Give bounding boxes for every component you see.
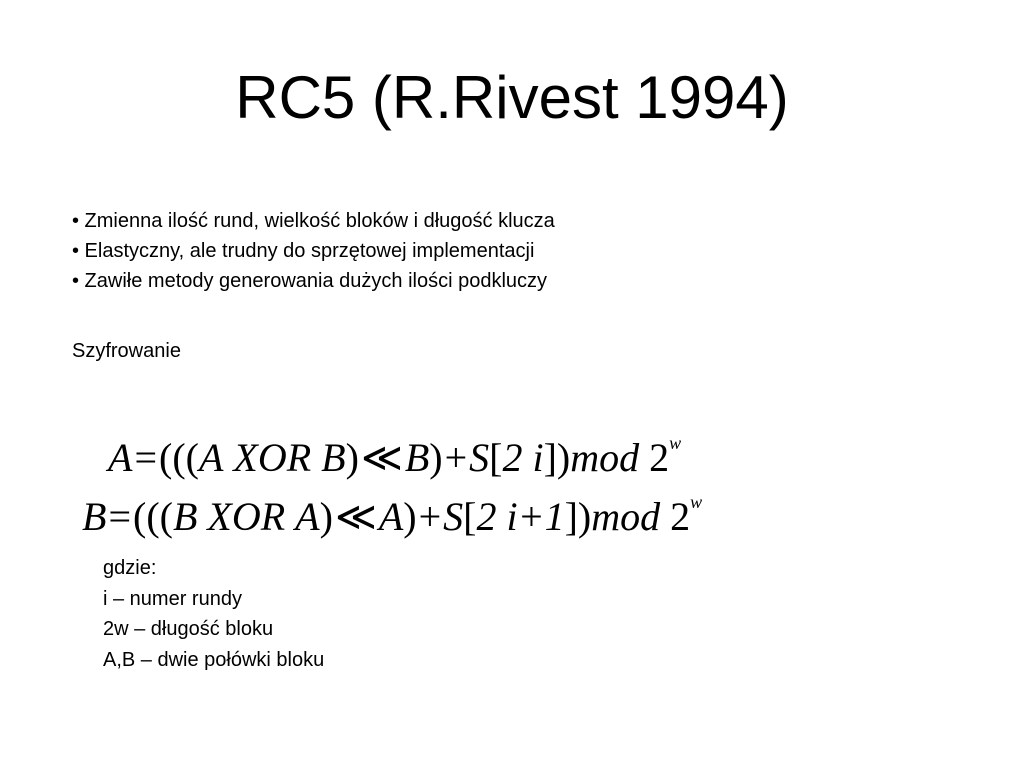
formula-right-bracket: ] <box>564 494 578 539</box>
legend <box>103 553 324 675</box>
formula-exponent: w <box>669 433 682 453</box>
legend-item: A,B – dwie połówki bloku <box>103 648 325 671</box>
slide-title: RC5 (R.Rivest 1994) <box>235 64 789 131</box>
formula-close-paren: ) <box>345 435 359 480</box>
formula-subkey: S <box>469 435 490 480</box>
legend-item: 2w – długość bloku <box>103 618 274 640</box>
formula-close-paren: ) <box>577 494 592 539</box>
formula-b <box>82 477 702 542</box>
formula-lhs: B <box>82 494 107 539</box>
formula-operand-x: A <box>198 435 224 480</box>
formula-mod: mod <box>591 494 661 539</box>
formula-index: 2 i+1 <box>476 494 565 539</box>
bullet-item: • Zawiłe metody generowania dużych ilości podkluczy <box>72 270 548 292</box>
formula-base: 2 <box>649 435 670 480</box>
formula-close-paren: ) <box>403 494 417 539</box>
formula-plus: + <box>444 435 468 480</box>
formula-a <box>108 418 681 483</box>
formula-exponent: w <box>690 492 703 512</box>
formula-shift: ≪ <box>360 435 403 480</box>
bullet-list <box>72 206 555 296</box>
formula-open-parens: ((( <box>133 494 173 539</box>
bullet-item: • Zmienna ilość rund, wielkość bloków i długość klucza <box>72 210 555 232</box>
formula-operand-y: B <box>321 435 346 480</box>
formula-xor: XOR <box>207 494 286 539</box>
formula-shift: ≪ <box>334 494 377 539</box>
section-label: Szyfrowanie <box>72 340 181 362</box>
formula-left-bracket: [ <box>489 435 503 480</box>
bullet-item: • Elastyczny, ale trudny do sprzętowej implementacji <box>72 240 535 262</box>
formula-base: 2 <box>670 494 691 539</box>
formula-close-paren: ) <box>429 435 443 480</box>
formula-mod: mod <box>570 435 640 480</box>
formula-shift-amount: A <box>378 494 404 539</box>
formula-operand-y: A <box>295 494 320 539</box>
legend-heading: gdzie: <box>103 557 157 579</box>
formula-shift-amount: B <box>404 435 430 480</box>
formula-equals: = <box>108 494 131 539</box>
formula-lhs: A <box>108 435 133 480</box>
formula-equals: = <box>134 435 157 480</box>
formula-plus: + <box>418 494 442 539</box>
formula-open-parens: ((( <box>159 435 199 480</box>
formula-close-paren: ) <box>556 435 571 480</box>
formula-left-bracket: [ <box>463 494 477 539</box>
formula-close-paren: ) <box>319 494 333 539</box>
formula-xor: XOR <box>233 435 312 480</box>
legend-item: i – numer rundy <box>103 587 242 610</box>
formula-operand-x: B <box>172 494 198 539</box>
formula-index: 2 i <box>502 435 544 480</box>
formula-subkey: S <box>443 494 464 539</box>
formula-right-bracket: ] <box>543 435 557 480</box>
